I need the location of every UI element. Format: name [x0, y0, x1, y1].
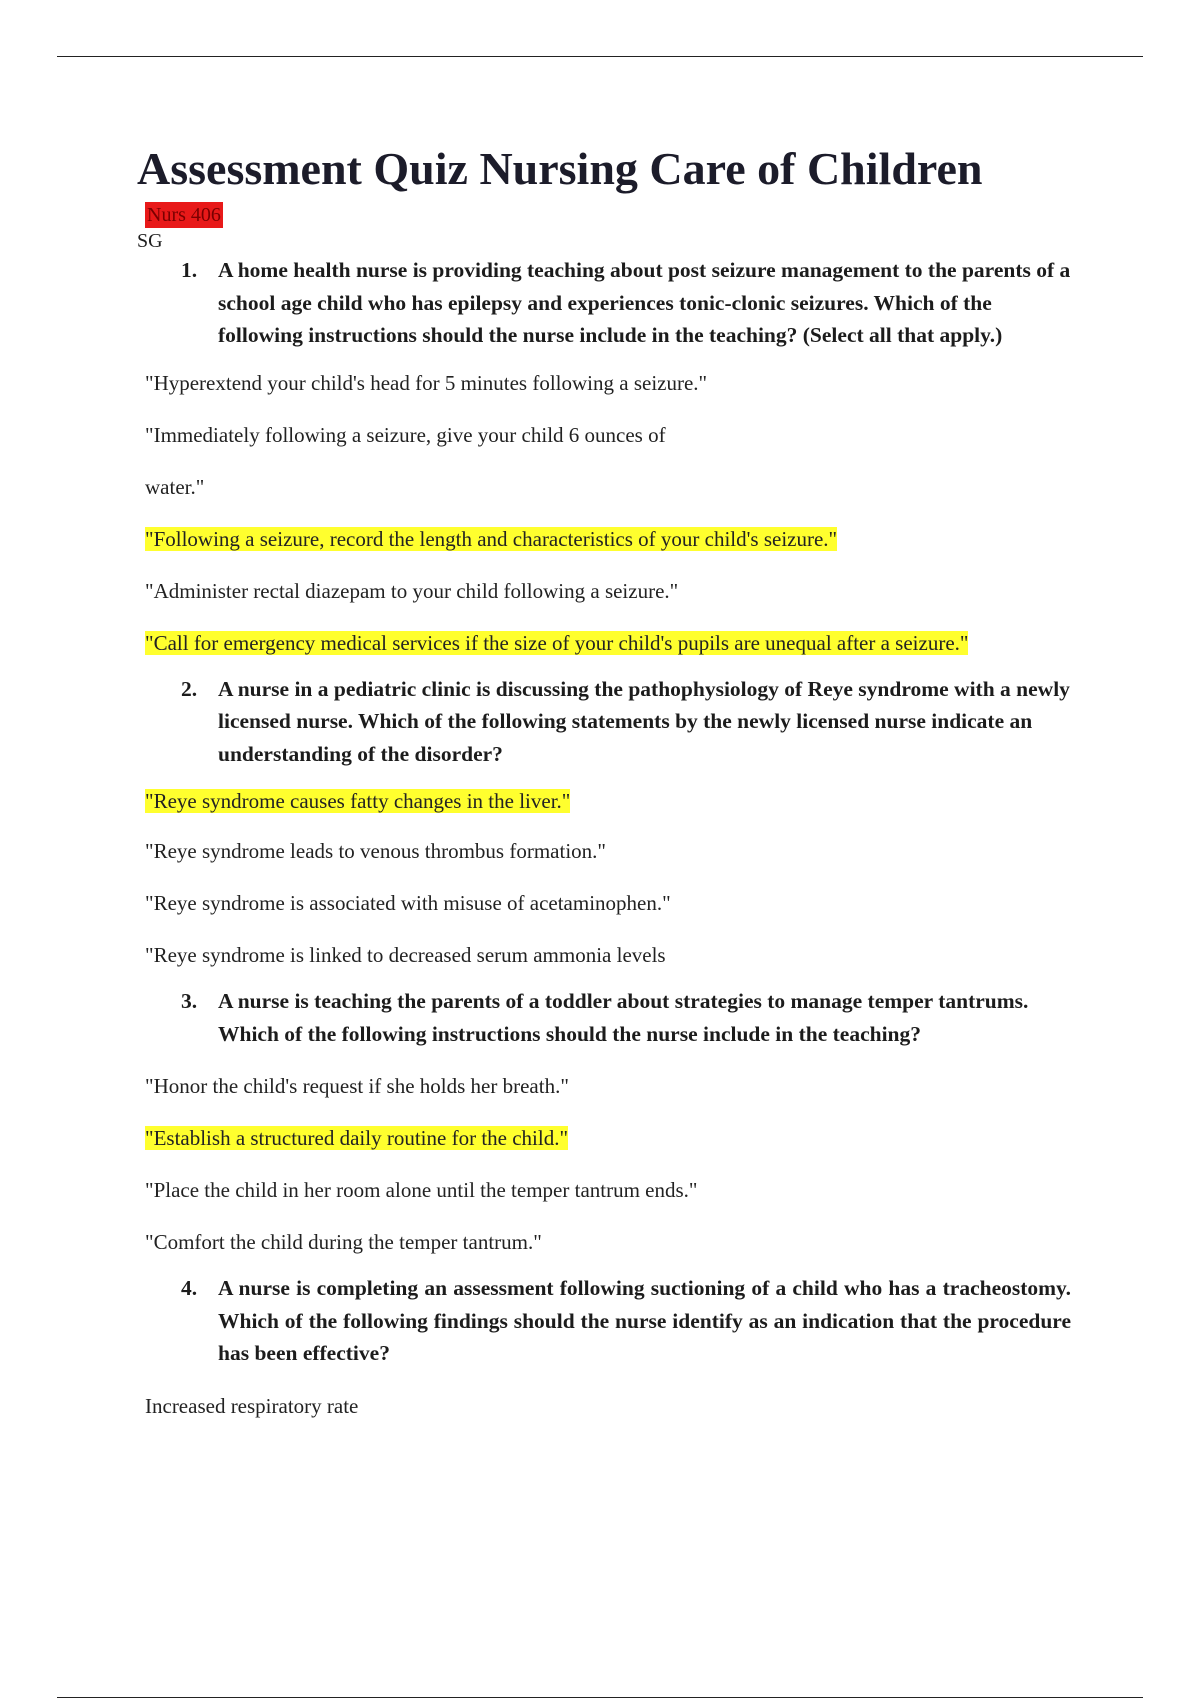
- document-page: [137, 138, 1097, 1422]
- answer-option-correct: "Following a seizure, record the length and characteristics of your child's seizure.": [145, 526, 838, 551]
- answer-option: "Honor the child's request if she holds her breath.": [145, 1074, 569, 1098]
- question-text: A nurse in a pediatric clinic is discussing the pathophysiology of Reye syndrome with a newly licensed nurse. Which of the following statements by the newly licensed nurse indicate an understanding of the disorder?: [218, 676, 1070, 766]
- question-3: [181, 985, 1071, 1050]
- answer-option: "Reye syndrome leads to venous thrombus formation.": [145, 839, 606, 863]
- question-text: A nurse is completing an assessment following suctioning of a child who has a tracheostomy. Which of the following findings should the nurse identify as an indication that the procedure has been effective?: [218, 1276, 1071, 1365]
- top-rule: [57, 56, 1143, 57]
- question-1: [181, 254, 1071, 352]
- answer-option: "Hyperextend your child's head for 5 minutes following a seizure.": [145, 370, 708, 395]
- answer-option-continued: water.": [145, 474, 205, 499]
- course-tag-row: [137, 200, 1097, 228]
- question-number: 2.: [181, 676, 198, 701]
- answer-option: "Immediately following a seizure, give your child 6 ounces of: [145, 422, 666, 447]
- answer-option: "Reye syndrome is linked to decreased serum ammonia levels: [145, 943, 666, 967]
- question-4: [181, 1272, 1071, 1370]
- question-number: 1.: [181, 258, 198, 282]
- bottom-rule: [57, 1697, 1143, 1698]
- answer-option: "Reye syndrome is associated with misuse of acetaminophen.": [145, 891, 671, 915]
- question-2: [181, 673, 1071, 771]
- question-number: 3.: [181, 989, 198, 1013]
- answer-option-correct: "Establish a structured daily routine for the child.": [145, 1126, 569, 1150]
- author-initials: SG: [137, 230, 163, 252]
- answer-option-correct: "Call for emergency medical services if the size of your child's pupils are unequal after a seizure.": [145, 630, 969, 655]
- answer-option: "Place the child in her room alone until the temper tantrum ends.": [145, 1178, 698, 1202]
- answer-option: Increased respiratory rate: [145, 1393, 359, 1418]
- question-text: A nurse is teaching the parents of a toddler about strategies to manage temper tantrums. Which of the following instructions should the nurse include in the teaching?: [218, 989, 1029, 1046]
- document-title: Assessment Quiz Nursing Care of Children: [137, 143, 983, 194]
- answer-option: "Administer rectal diazepam to your child following a seizure.": [145, 578, 679, 603]
- question-text: A home health nurse is providing teaching about post seizure management to the parents of a school age child who has epilepsy and experiences tonic-clonic seizures. Which of the following instructions should the nurse include in the teaching? (Select all that apply.): [218, 258, 1071, 347]
- answer-option-correct: "Reye syndrome causes fatty changes in the liver.": [145, 789, 571, 813]
- question-number: 4.: [181, 1276, 198, 1300]
- answer-option: "Comfort the child during the temper tantrum.": [145, 1230, 542, 1254]
- course-tag: Nurs 406: [147, 204, 221, 226]
